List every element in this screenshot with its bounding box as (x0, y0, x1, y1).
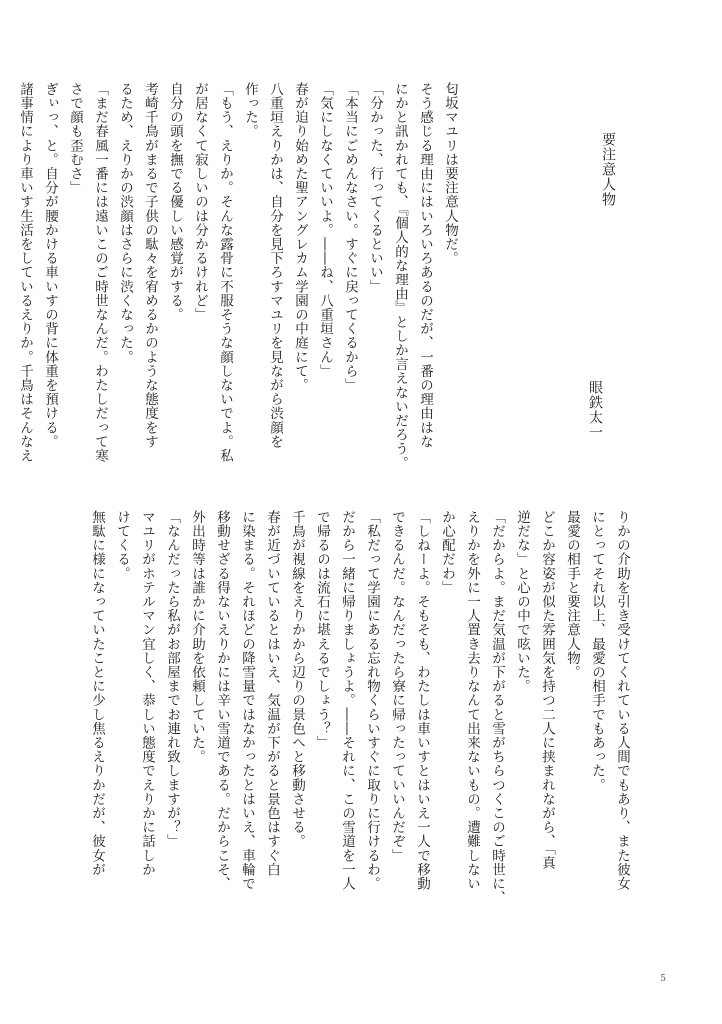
text-line: けてくる。 (114, 510, 130, 581)
text-line: るため、えりかの渋顔はさらに渋くなった。 (117, 82, 133, 364)
text-line (587, 82, 612, 490)
text-line: 「だからよ。まだ気温が下がると雪がちらつくこのご時世に、 (489, 510, 505, 905)
text-line: 逆だな」と心の中で呟いた。 (514, 510, 530, 694)
text-line: さで顔も歪むさ」 (67, 82, 83, 195)
text-line: マユリがホテルマン宜しく、恭しい態度でえりかに話しか (139, 510, 155, 877)
text-line: 春が近づいているとはいえ、気温が下がると景色はすぐ白 (264, 510, 280, 877)
text-line (487, 82, 512, 490)
text-line: 最愛の相手と要注意人物。 (564, 510, 580, 680)
text-line (612, 82, 637, 490)
lower-text-block (84, 510, 634, 950)
page-number: 5 (660, 974, 666, 984)
text-line: 移動せざる得ないえりかには辛い雪道である。だからこそ、 (214, 510, 230, 891)
text-line: 「私だって学園にある忘れ物くらいすぐに取りに行けるわ。 (364, 510, 380, 891)
text-line: ぎぃっ、と。自分が腰かける車いすの背に体重を預ける。 (42, 82, 58, 449)
text-line: 「まだ春風一番には遠いこのご時世なんだ。わたしだって寒 (92, 82, 108, 463)
text-line (462, 82, 487, 490)
text-line: そう感じる理由にはいろいろあるのだが、一番の理由はな (417, 82, 433, 449)
text-line: えりかを外に一人置き去りなんて出来ないもの。遭難しない (464, 510, 480, 891)
text-line: できるんだ。なんだったら寮に帰ったっていいんだぞ」 (389, 510, 405, 863)
text-line (562, 82, 587, 490)
story-author: 眼鉄太一 (587, 380, 603, 440)
text-line: で帰るのは流石に堪えるでしょう？」 (314, 510, 330, 750)
text-line: か心配だわ」 (439, 510, 455, 595)
text-line: 春が迫り始めた聖アングレカム学園の中庭にて。 (292, 82, 308, 393)
text-line: にとってそれ以上、最愛の相手でもあった。 (589, 510, 605, 792)
text-line: に染まる。それほどの降雪量ではなかったとはいえ、車輪で (239, 510, 255, 891)
text-line: が居なくて寂しいのは分かるけれど」 (192, 82, 208, 322)
text-line: 諸事情により車いす生活をしているえりか。千鳥はそんなえ (17, 82, 33, 463)
story-title: 要注意人物 (600, 132, 616, 207)
text-line: にかと訊かれても、『個人的な理由』としか言えないだろう。 (392, 82, 408, 471)
text-line: だから一緒に帰りましょうよ。――それに、この雪道を一人 (339, 510, 355, 891)
text-line (512, 82, 537, 490)
text-line (537, 82, 562, 490)
text-line: 「本当にごめんなさい。すぐに戻ってくるから」 (342, 82, 358, 393)
upper-text-block (12, 82, 662, 490)
text-line: 「もう、えりか。そんな露骨に不服そうな顔しないでよ。私 (217, 82, 233, 463)
text-line: 自分の頭を撫でる優しい感覚がする。 (167, 82, 183, 322)
text-line: 八重垣えりかは、自分を見下ろすマユリを見ながら渋顔を (267, 82, 283, 449)
text-line (637, 82, 662, 490)
text-line: 「気にしなくていいよ。――ね、八重垣さん」 (317, 82, 333, 379)
text-line: 外出時等は誰かに介助を依頼していた。 (189, 510, 205, 764)
text-line: どこか容姿が似た雰囲気を持つ二人に挟まれながら、「真 (539, 510, 555, 870)
text-line: 「なんだったら私がお部屋までお連れ致しますが？」 (164, 510, 180, 849)
text-line: 「しねーよ。そもそも、わたしは車いすとはいえ一人で移動 (414, 510, 430, 891)
text-line: 作った。 (242, 82, 258, 139)
text-line: 千鳥が視線をえりかから辺りの景色へと移動させる。 (289, 510, 305, 849)
text-line: りかの介助を引き受けてくれている人間でもあり、また彼女 (614, 510, 630, 891)
text-line: 無駄に様になっていたことに少し焦るえりかだが、彼女が (89, 510, 105, 877)
text-line: 「分かった、行ってくるといい」 (367, 82, 383, 294)
text-line: 匂坂マユリは要注意人物だ。 (442, 82, 458, 266)
text-line: 考崎千鳥がまるで子供の駄々を宥めるかのような態度をす (142, 82, 158, 449)
